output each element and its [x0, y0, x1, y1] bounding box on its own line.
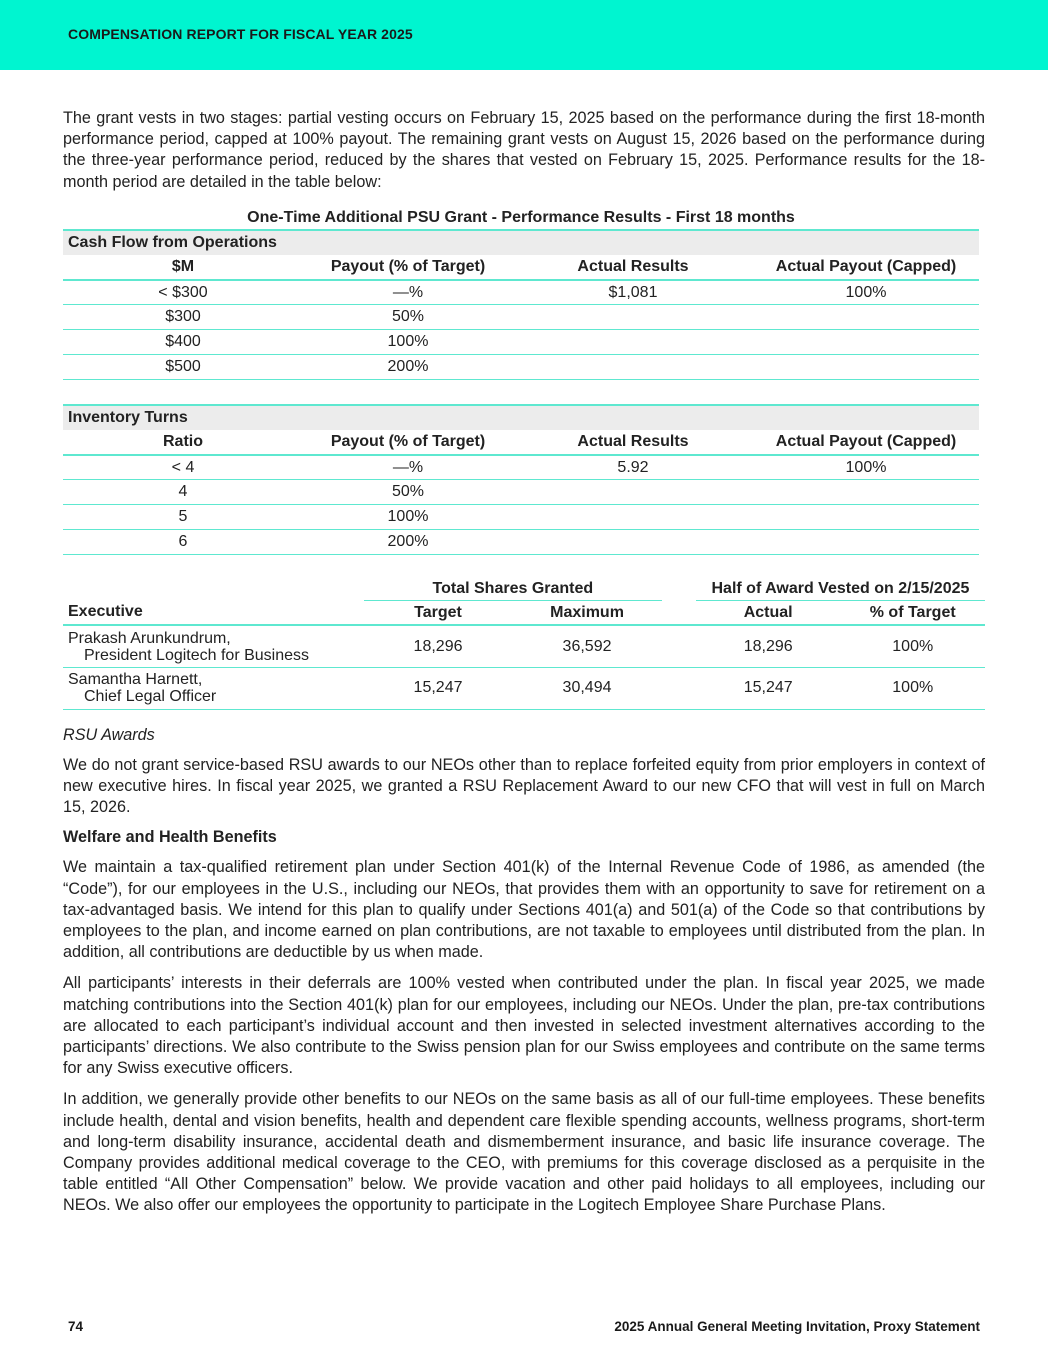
page-header-title: COMPENSATION REPORT FOR FISCAL YEAR 2025: [68, 26, 413, 42]
col-header: Ratio: [63, 430, 303, 455]
table-cell: [753, 355, 979, 380]
col-header: Maximum: [512, 600, 662, 625]
col-header: Target: [364, 600, 512, 625]
table-row: [63, 305, 979, 330]
table-cell: 50%: [303, 305, 513, 330]
section-inventory: Inventory Turns: [63, 405, 979, 430]
welfare-paragraph-2: All participants’ interests in their deferrals are 100% vested when contributed under the plan. In fiscal year 2025, we made matching contributions into the Section 401(k) plan for our employees, including our NEOs. Under the plan, pre-tax contributions are allocated to each participant’s individual account and then invested in selected investment alternatives according to the participants’ directions. We also contribute to the Swiss pension plan for our Swiss employees and contribute on the same terms for any Swiss executive officers.: [63, 974, 985, 1078]
welfare-heading: Welfare and Health Benefits: [63, 828, 277, 847]
blank-cell: [662, 600, 696, 625]
col-header: Actual: [696, 600, 841, 625]
table-cell: —%: [303, 280, 513, 305]
table-cell: 36,592: [512, 625, 662, 667]
table-cell: [513, 530, 753, 555]
table-cell: < $300: [63, 280, 303, 305]
table-cell: [513, 355, 753, 380]
footer-doc-title: 2025 Annual General Meeting Invitation, Proxy Statement: [614, 1319, 980, 1334]
spacer-row: [63, 380, 979, 405]
table-cell: —%: [303, 455, 513, 480]
table-cell: 5: [63, 505, 303, 530]
col-header: Actual Results: [513, 255, 753, 280]
header-row: [63, 600, 985, 625]
perf-results-table: [63, 229, 979, 556]
title-line: President Logitech for Business: [84, 646, 310, 664]
table-cell: 100%: [753, 280, 979, 305]
table-cell: 18,296: [364, 625, 512, 667]
perf-table-title: One-Time Additional PSU Grant - Performance Results - First 18 months: [247, 208, 795, 226]
table-row: [63, 530, 979, 555]
table-cell: 4: [63, 480, 303, 505]
table-cell: 100%: [840, 667, 985, 709]
col-header: Payout (% of Target): [303, 255, 513, 280]
executive-name: [63, 667, 364, 709]
blank-cell: [662, 577, 696, 600]
table-cell: [513, 330, 753, 355]
col-header: Actual Payout (Capped): [753, 430, 979, 455]
blank-cell: [662, 667, 696, 709]
table-cell: 100%: [303, 330, 513, 355]
table-row: [63, 280, 979, 305]
table-cell: $400: [63, 330, 303, 355]
table-cell: [753, 330, 979, 355]
section-row: [63, 230, 979, 255]
blank-cell: [63, 577, 364, 600]
main-content: [63, 108, 985, 1217]
name-line: Samantha Harnett,: [68, 671, 203, 689]
table-cell: [513, 480, 753, 505]
table-row: [63, 355, 979, 380]
table-cell: 30,494: [512, 667, 662, 709]
table-cell: 100%: [303, 505, 513, 530]
title-line: Chief Legal Officer: [84, 688, 217, 706]
table-cell: 200%: [303, 530, 513, 555]
table-cell: [753, 505, 979, 530]
table-cell: 100%: [840, 625, 985, 667]
col-header: % of Target: [840, 600, 985, 625]
section-cash-flow: Cash Flow from Operations: [63, 230, 979, 255]
table-cell: 200%: [303, 355, 513, 380]
group-half-vested: Half of Award Vested on 2/15/2025: [696, 577, 985, 600]
intro-paragraph: The grant vests in two stages: partial vesting occurs on February 15, 2025 based on the performance during the first 18-month performance period, capped at 100% payout. The remaining grant vests on August 15, 2026 based on the performance during the three-year performance period, reduced by the shares that vested on February 15, 2025. Performance results for the 18-month period are detailed in the table below:: [63, 109, 985, 191]
table-cell: $300: [63, 305, 303, 330]
table-cell: 100%: [753, 455, 979, 480]
page-number: 74: [68, 1319, 84, 1334]
table-cell: 50%: [303, 480, 513, 505]
table-cell: 15,247: [364, 667, 512, 709]
col-header: Executive: [63, 600, 364, 625]
table-row: [63, 455, 979, 480]
executive-name: [63, 625, 364, 667]
rsu-paragraph: We do not grant service-based RSU awards to our NEOs other than to replace forfeited equity from prior employers in context of new executive hires. In fiscal year 2025, we granted a RSU Replacement Award to our new CFO that will vest in full on March 15, 2026.: [63, 755, 985, 817]
table-row: [63, 625, 985, 667]
col-header: Payout (% of Target): [303, 430, 513, 455]
table-cell: [513, 505, 753, 530]
group-total-shares: Total Shares Granted: [364, 577, 662, 600]
table-cell: < 4: [63, 455, 303, 480]
table-cell: [753, 530, 979, 555]
table-cell: [513, 305, 753, 330]
table-cell: 18,296: [696, 625, 841, 667]
table-cell: [753, 480, 979, 505]
table-cell: $1,081: [513, 280, 753, 305]
table-row: [63, 330, 979, 355]
executive-shares-table: [63, 577, 985, 710]
col-header: $M: [63, 255, 303, 280]
group-header-row: [63, 577, 985, 600]
table-cell: 15,247: [696, 667, 841, 709]
spacer: [63, 380, 979, 405]
section-row: [63, 405, 979, 430]
table-cell: [753, 305, 979, 330]
rsu-heading: RSU Awards: [63, 725, 155, 744]
header-row: [63, 430, 979, 455]
table-row: [63, 480, 979, 505]
table-cell: $500: [63, 355, 303, 380]
table-row: [63, 505, 979, 530]
welfare-paragraph-1: We maintain a tax-qualified retirement plan under Section 401(k) of the Internal Revenue Code of 1986, as amended (the “Code”), for our employees in the U.S., including our NEOs, that provides them with an opportunity to save for retirement on a tax-advantaged basis. We intend for this plan to qualify under Sections 401(a) and 501(a) of the Code so that contributions by employees to the plan, and income earned on plan contributions, are not taxable to employees until distributed from the plan. In addition, all contributions are deductible by us when made.: [63, 858, 985, 962]
table-row: [63, 667, 985, 709]
table-cell: 5.92: [513, 455, 753, 480]
col-header: Actual Results: [513, 430, 753, 455]
header-row: [63, 255, 979, 280]
name-line: Prakash Arunkundrum,: [68, 629, 231, 647]
col-header: Actual Payout (Capped): [753, 255, 979, 280]
blank-cell: [662, 625, 696, 667]
welfare-paragraph-3: In addition, we generally provide other benefits to our NEOs on the same basis as all of our full-time employees. These benefits include health, dental and vision benefits, health and dependent care flexible spending accounts, wellness programs, short-term and long-term disability insurance, accidental death and dismemberment insurance, and basic life insurance coverage. The Company provides additional medical coverage to the CEO, with premiums for this coverage disclosed as a perquisite in the table entitled “All Other Compensation” below. We provide vacation and other paid holidays to all employees, including our NEOs. We also offer our employees the opportunity to participate in the Logitech Employee Share Purchase Plans.: [63, 1090, 985, 1215]
table-cell: 6: [63, 530, 303, 555]
